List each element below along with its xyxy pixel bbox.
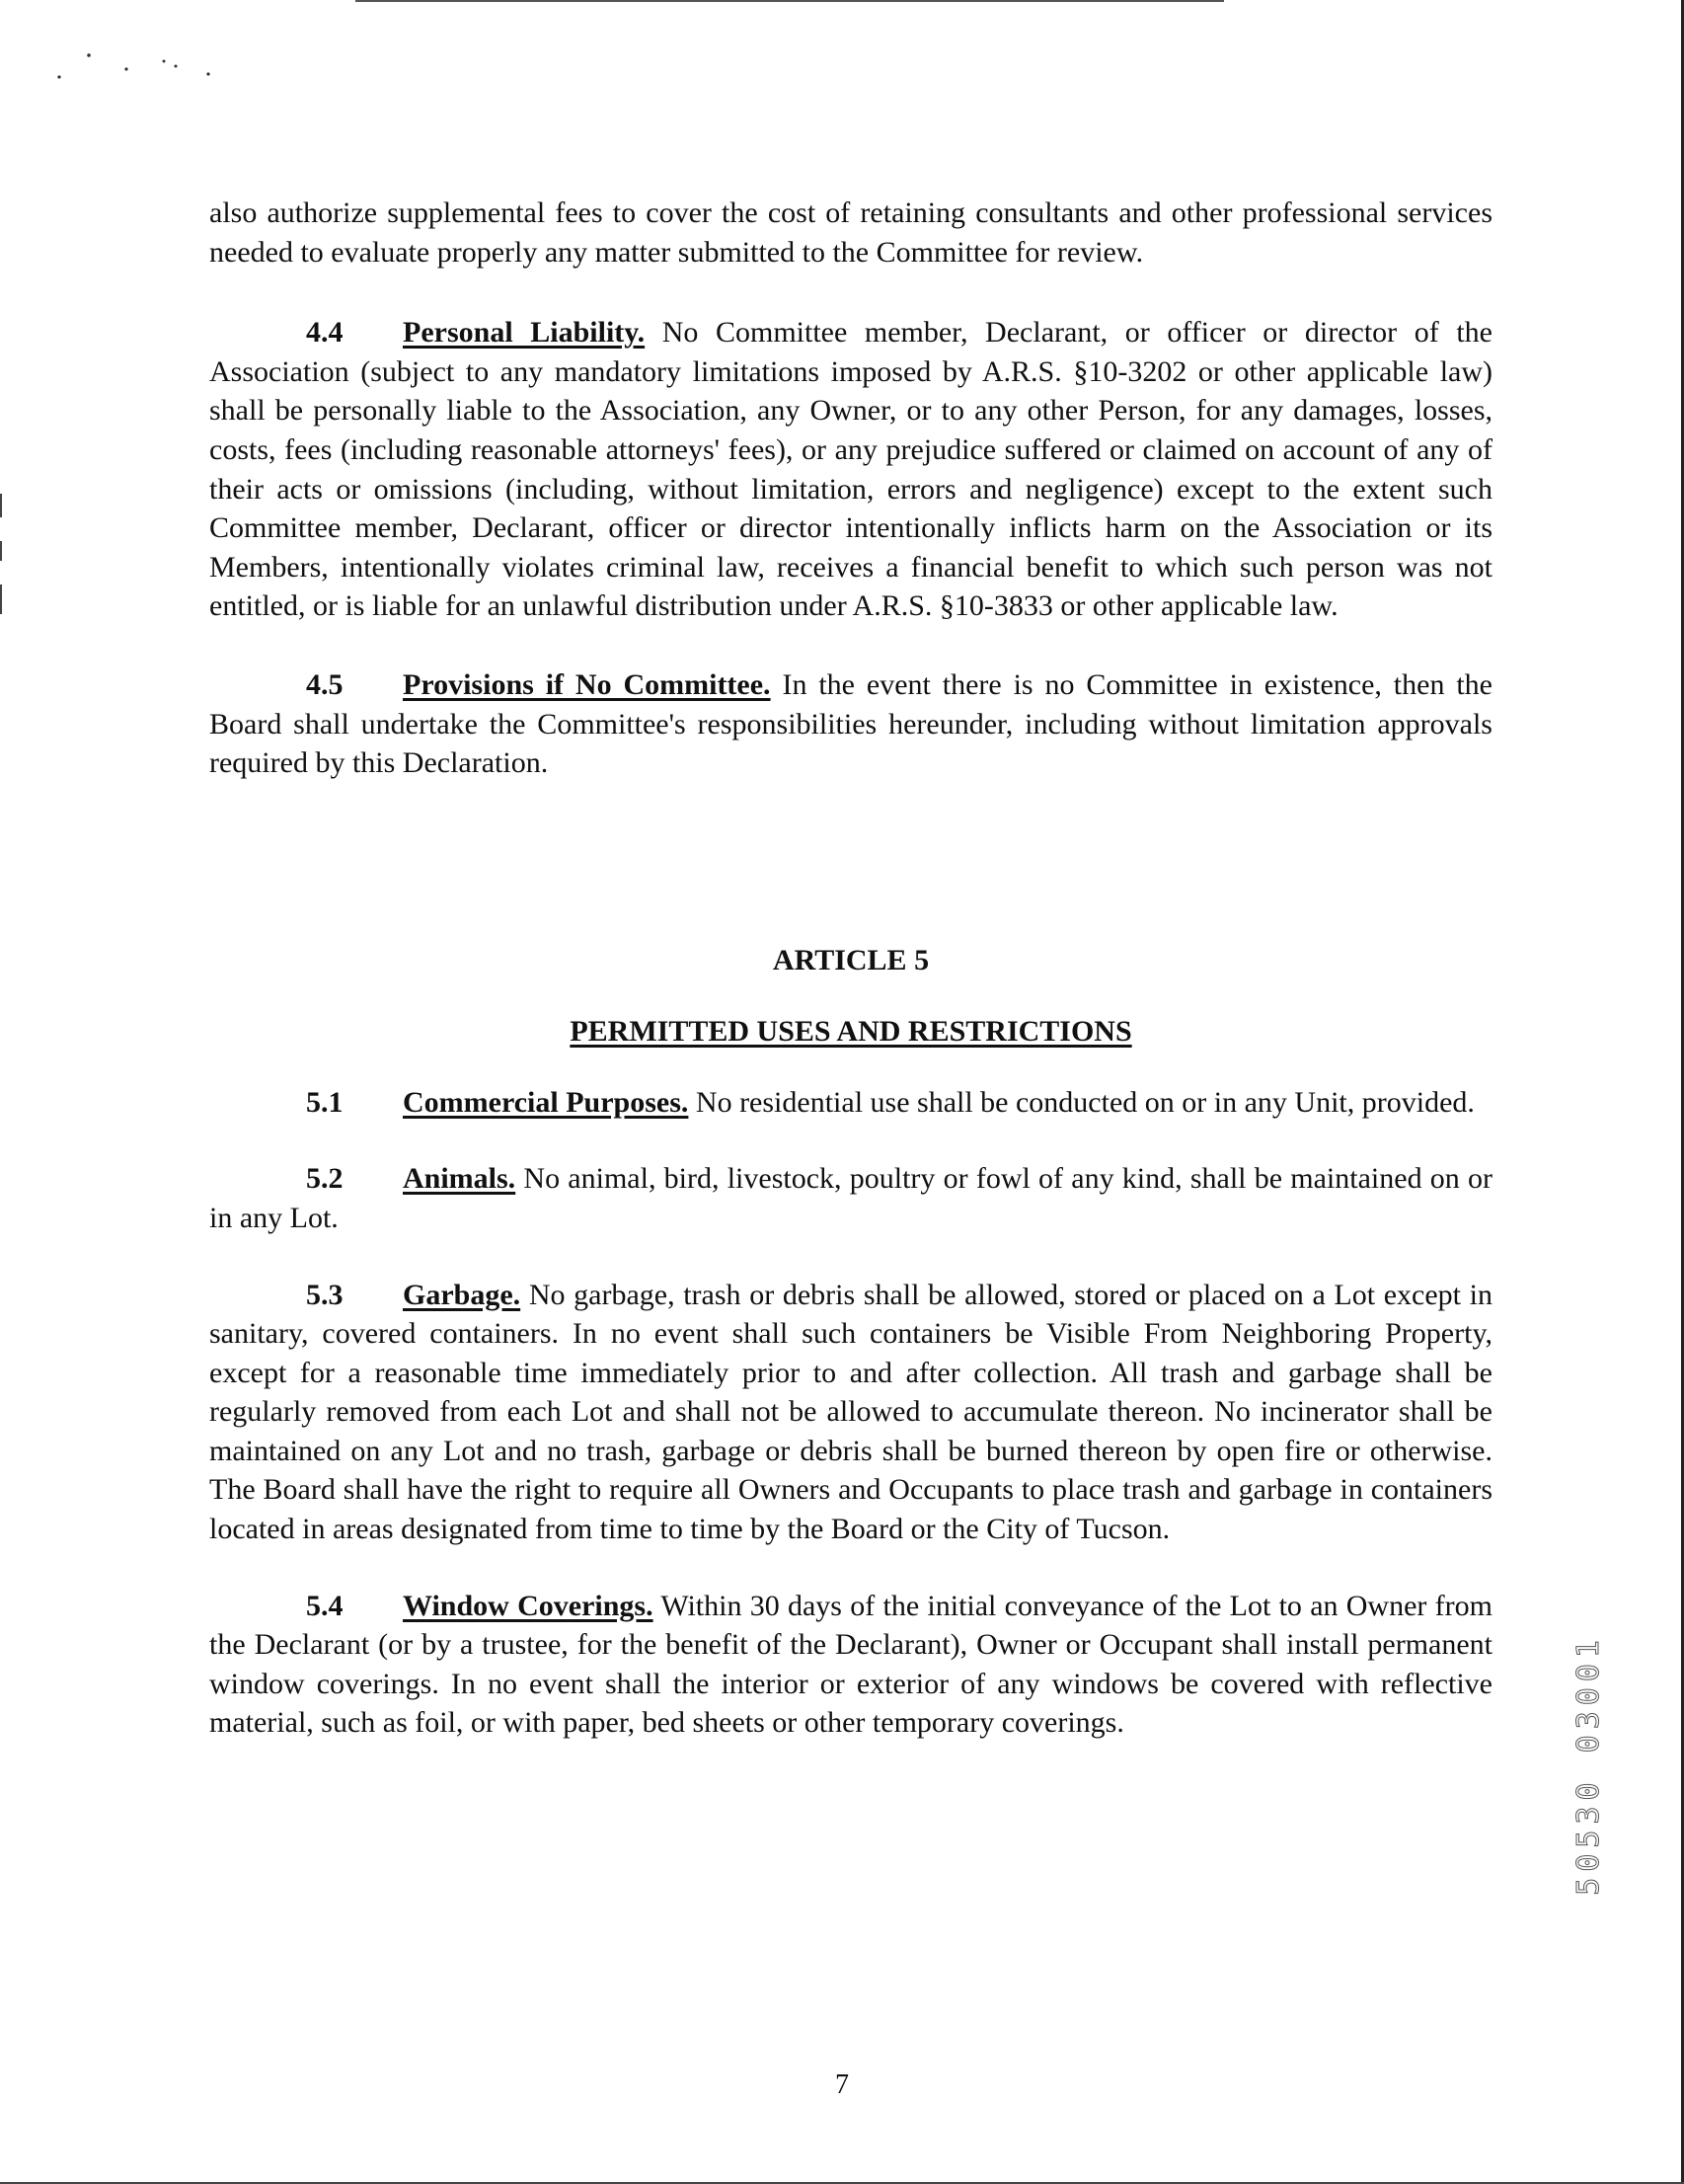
section-number: 4.4 — [306, 316, 344, 350]
section-title: Animals. — [403, 1162, 516, 1196]
section-title: Provisions if No Committee. — [403, 667, 771, 701]
section-4-4 — [209, 313, 1493, 626]
section-number: 4.5 — [306, 667, 344, 701]
section-title: Garbage. — [403, 1278, 521, 1311]
document-body — [209, 194, 1493, 1743]
section-title: Window Coverings. — [403, 1589, 653, 1622]
intro-paragraph: also authorize supplemental fees to cover the cost of retaining consultants and other professional services needed to evaluate properly any matter submitted to the Committee for review. — [209, 196, 1493, 269]
section-number: 5.4 — [306, 1589, 344, 1622]
section-5-4 — [209, 1587, 1493, 1743]
section-5-1 — [209, 1083, 1493, 1123]
article-title: PERMITTED USES AND RESTRICTIONS — [570, 1014, 1132, 1048]
article-label: ARTICLE 5 — [772, 943, 930, 976]
section-body: No garbage, trash or debris shall be allowed, stored or placed on a Lot except in sanitary, covered containers. In no event shall such containers be Visible From Neighboring Property, except for a reasonable time immediately prior to and after collection. All trash and garbage shall be regularly removed from each Lot and shall not be allowed to accumulate thereon. No incinerator shall be maintained on any Lot and no trash, garbage or debris shall be burned thereon by open fire or otherwise. The Board shall have the right to require all Owners and Occupants to place trash and garbage in containers located in areas designated from time to time by the Board or the City of Tucson. — [209, 1278, 1493, 1546]
recording-stamp: 50530 03001 — [1571, 1634, 1606, 1896]
section-body: No residential use shall be conducted on or in any Unit, provided. — [695, 1085, 1475, 1119]
section-number: 5.2 — [306, 1162, 344, 1196]
page-number: 7 — [835, 2069, 849, 2100]
section-title: Commercial Purposes. — [403, 1085, 689, 1119]
scan-top-rule — [355, 0, 1224, 2]
section-number: 5.1 — [306, 1085, 344, 1119]
section-body: No animal, bird, livestock, poultry or fowl of any kind, shall be maintained on or in any Lot. — [209, 1162, 1493, 1234]
section-body: In the event there is no Committee in existence, then the Board shall undertake the Committee's responsibilities hereunder, including without limitation approvals required by this Declaration. — [209, 667, 1493, 780]
section-body: Within 30 days of the initial conveyance of the Lot to an Owner from the Declarant (or by a trustee, for the benefit of the Declarant), Owner or Occupant shall install permanent window coverings. In no event shall the interior or exterior of any windows be covered with reflective material, such as foil, or with paper, bed sheets or other temporary coverings. — [209, 1589, 1493, 1740]
section-number: 5.3 — [306, 1278, 344, 1311]
section-4-5 — [209, 665, 1493, 783]
scan-specks — [47, 49, 225, 89]
section-5-3 — [209, 1276, 1493, 1549]
section-5-2 — [209, 1159, 1493, 1237]
section-body: No Committee member, Declarant, or officer or director of the Association (subject to any mandatory limitations imposed by A.R.S. §10-3202 or other applicable law) shall be personally liable to the Association, any Owner, or to any other Person, for any damages, losses, costs, fees (including reasonable attorneys' fees), or any prejudice suffered or claimed on account of any of their acts or omissions (including, without limitation, errors and negligence) except to the extent such Committee member, Declarant, officer or director intentionally inflicts harm on the Association or its Members, intentionally violates criminal law, receives a financial benefit to which such person was not entitled, or is liable for an unlawful distribution under A.R.S. §10-3833 or other applicable law. — [209, 316, 1493, 623]
section-title: Personal Liability. — [403, 316, 646, 350]
scan-left-ticks — [0, 494, 3, 632]
